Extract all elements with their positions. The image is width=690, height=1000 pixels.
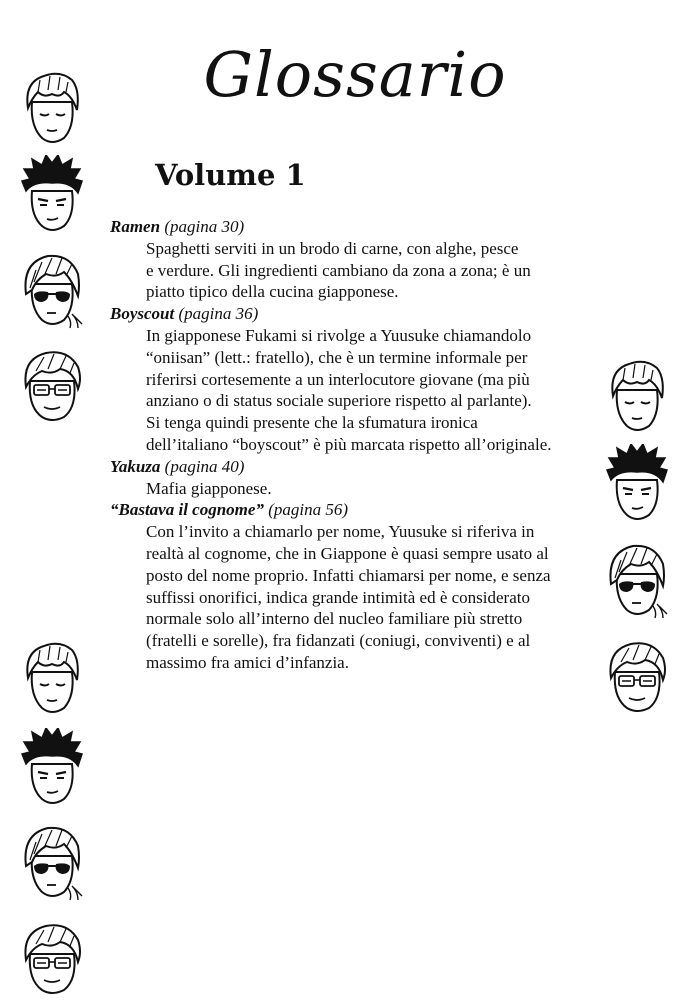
spiky-hair-face-icon	[605, 444, 669, 524]
glossary-entry-bastava-il-cognome	[110, 499, 580, 673]
entry-term: “Bastava il cognome”	[110, 500, 264, 520]
glasses-face-icon	[605, 636, 669, 716]
sunglasses-face-icon	[20, 822, 84, 902]
entry-page-ref: (pagina 40)	[164, 456, 245, 476]
glossary-entry-boyscout	[110, 303, 580, 456]
glasses-face-icon	[20, 918, 84, 998]
volume-heading: Volume 1	[155, 158, 306, 192]
calm-face-icon	[20, 638, 84, 718]
entry-term: Ramen	[110, 217, 161, 236]
page-title: Glossario	[203, 38, 507, 111]
entry-definition: Con l’invito a chiamarlo per nome, Yuusuke si riferiva in realtà al cognome, che in Giappone è quasi sempre usato al posto del nome proprio. Infatti chiamarsi per nome, e senza suffissi onorifici, indica grande intimità ed è considerato normale solo all’interno del nucleo familiare più stretto (fratelli e sorelle), fra fidanzati (coniugi, conviventi) e al massimo fra amici d’infanzia.	[146, 522, 551, 672]
entry-term: Yakuza	[110, 456, 161, 476]
calm-face-icon	[605, 356, 669, 436]
entry-page-ref: (pagina 30)	[164, 217, 245, 236]
glasses-face-icon	[20, 345, 84, 425]
glossary-list	[110, 216, 580, 674]
spiky-hair-face-icon	[20, 728, 84, 808]
glossary-entry-yakuza	[110, 456, 580, 500]
entry-definition: Spaghetti serviti in un brodo di carne, con alghe, pesce e verdure. Gli ingredienti cambiano da zona a zona; è un piatto tipico della cucina giapponese.	[146, 238, 531, 302]
entry-definition: Mafia giapponese.	[146, 478, 272, 498]
sunglasses-face-icon	[20, 250, 84, 330]
glossary-entry-ramen	[110, 216, 580, 303]
spiky-hair-face-icon	[20, 155, 84, 235]
entry-definition: In giapponese Fukami si rivolge a Yuusuke chiamandolo “oniisan” (lett.: fratello), che è un termine informale per riferirsi cortesemente a un interlocutore giovane (ma più anziano o di status sociale superiore rispetto al parlante). Si tenga quindi presente che la sfumatura ironica dell’italiano “boyscout” è più marcata rispetto all’originale.	[146, 325, 552, 454]
sunglasses-face-icon	[605, 540, 669, 620]
entry-page-ref: (pagina 56)	[268, 500, 348, 520]
entry-page-ref: (pagina 36)	[178, 304, 259, 324]
entry-term: Boyscout	[110, 304, 175, 324]
calm-face-icon	[20, 68, 84, 148]
